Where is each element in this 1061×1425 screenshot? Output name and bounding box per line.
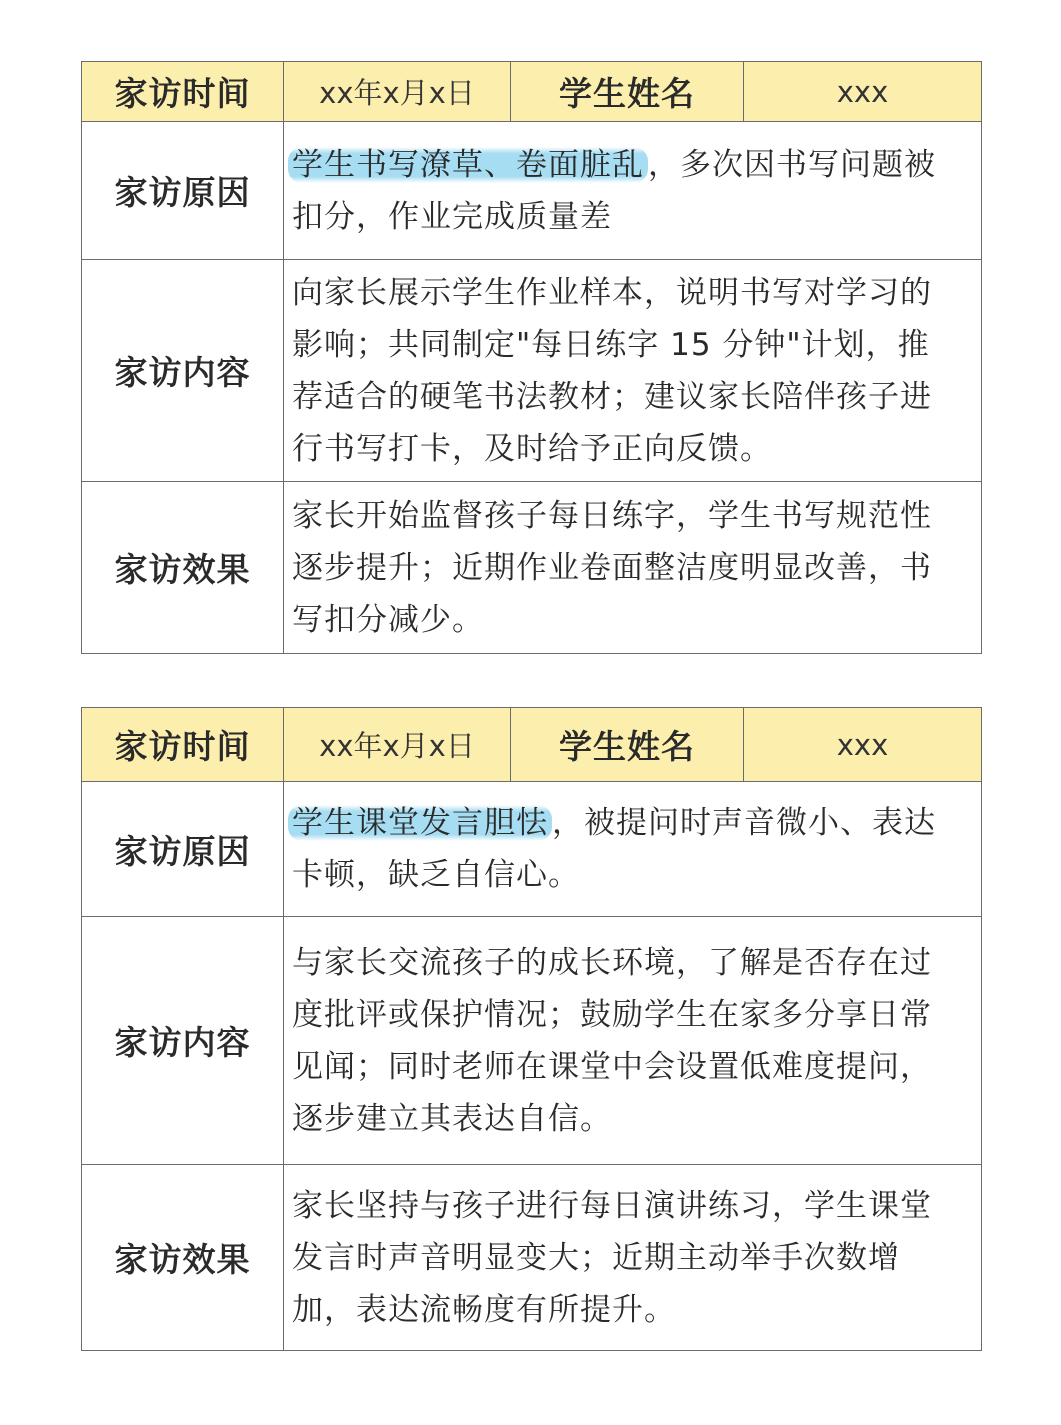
visit-time-value: xx年x月x日: [284, 708, 511, 782]
reason-rest: ，多次因书写问题被扣分，作业完成质量差: [292, 146, 936, 235]
home-visit-record-2: [81, 707, 982, 1351]
student-name-value: xxx: [744, 708, 982, 782]
content-label: 家访内容: [82, 260, 284, 482]
reason-text: [284, 782, 982, 917]
reason-highlight: 学生课堂发言胆怯: [288, 805, 552, 841]
effect-label: 家访效果: [82, 1165, 284, 1351]
content-label: 家访内容: [82, 917, 284, 1165]
reason-row: [82, 122, 982, 260]
content-text: 向家长展示学生作业样本，说明书写对学习的影响；共同制定"每日练字 15 分钟"计划，推荐适合的硬笔书法教材；建议家长陪伴孩子进行书写打卡，及时给予正向反馈。: [284, 260, 982, 482]
visit-time-label: 家访时间: [82, 62, 284, 122]
home-visit-record-1: [81, 61, 982, 654]
record-header-row: [82, 62, 982, 122]
content-row: [82, 260, 982, 482]
reason-label: 家访原因: [82, 782, 284, 917]
record-header-row: [82, 708, 982, 782]
reason-rest: ，被提问时声音微小、表达卡顿，缺乏自信心。: [292, 805, 936, 893]
content-row: [82, 917, 982, 1165]
content-text: 与家长交流孩子的成长环境，了解是否存在过度批评或保护情况；鼓励学生在家多分享日常见闻；同时老师在课堂中会设置低难度提问，逐步建立其表达自信。: [284, 917, 982, 1165]
reason-highlight: 学生书写潦草、卷面脏乱: [288, 147, 648, 183]
reason-row: [82, 782, 982, 917]
reason-text: [284, 122, 982, 260]
student-name-label: 学生姓名: [511, 708, 744, 782]
effect-row: [82, 1165, 982, 1351]
effect-text: 家长开始监督孩子每日练字，学生书写规范性逐步提升；近期作业卷面整洁度明显改善，书写扣分减少。: [284, 482, 982, 654]
student-name-label: 学生姓名: [511, 62, 744, 122]
effect-label: 家访效果: [82, 482, 284, 654]
student-name-value: xxx: [744, 62, 982, 122]
visit-time-label: 家访时间: [82, 708, 284, 782]
effect-text: 家长坚持与孩子进行每日演讲练习，学生课堂发言时声音明显变大；近期主动举手次数增加，表达流畅度有所提升。: [284, 1165, 982, 1351]
visit-time-value: xx年x月x日: [284, 62, 511, 122]
effect-row: [82, 482, 982, 654]
reason-label: 家访原因: [82, 122, 284, 260]
